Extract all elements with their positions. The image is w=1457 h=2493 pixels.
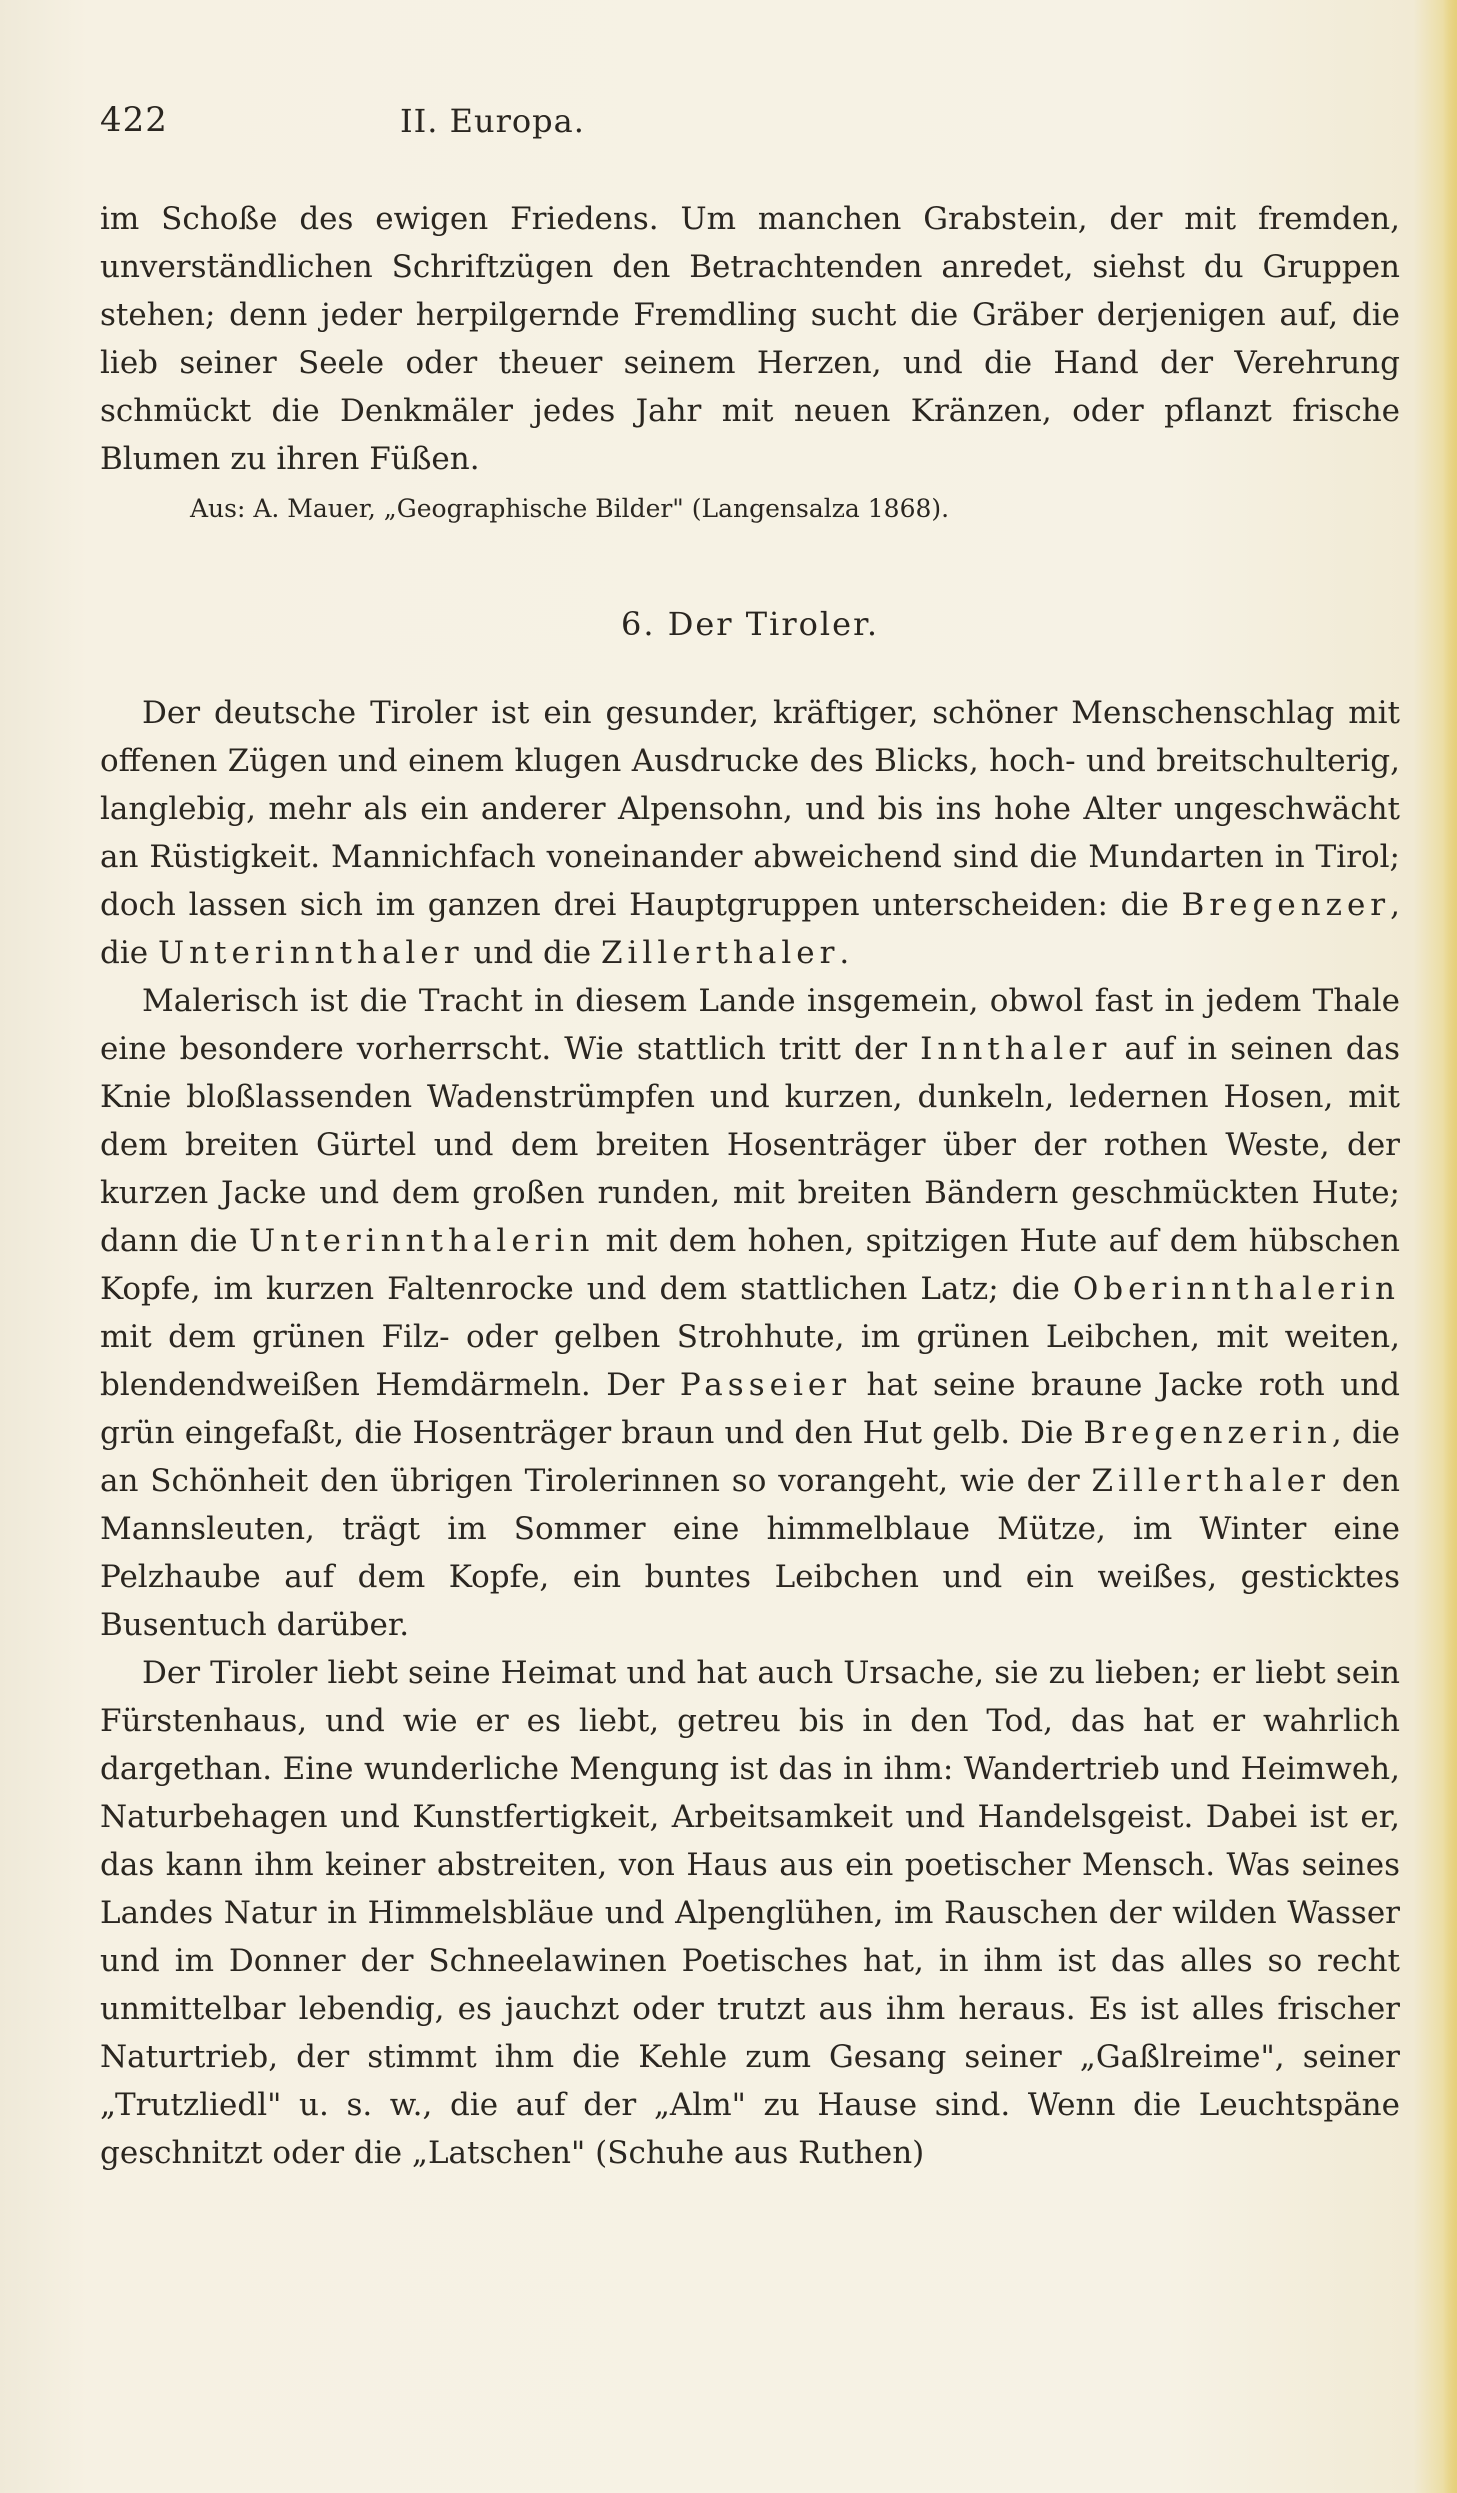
p1-term-unterinnthaler: Unterinnthaler bbox=[157, 935, 464, 971]
p2-term-oberinnthalerin: Oberinnthalerin bbox=[1072, 1271, 1400, 1307]
p1-text: und die bbox=[463, 935, 601, 971]
p2-term-passeier: Passeier bbox=[679, 1367, 852, 1403]
p1-text: , die bbox=[100, 887, 1400, 971]
p2-term-unterinnthalerin: Unterinnthalerin bbox=[248, 1223, 595, 1259]
paragraph-2 bbox=[100, 977, 1400, 1649]
p2-term-bregenzerin: Bregenzerin bbox=[1083, 1415, 1332, 1451]
paragraph-3: Der Tiroler liebt seine Heimat und hat auch Ursache, sie zu lieben; er liebt sein Fürstenhaus, und wie er es liebt, getreu bis in den Tod, das hat er wahrlich dargethan. Eine wunderliche Mengung ist das in ihm: Wandertrieb und Heimweh, Naturbehagen und Kunstfertigkeit, Arbeitsamkeit und Handelsgeist. Dabei ist er, das kann ihm keiner abstreiten, von Haus aus ein poetischer Mensch. Was seines Landes Natur in Himmelsbläue und Alpenglühen, im Rauschen der wilden Wasser und im Donner der Schneelawinen Poetisches hat, in ihm ist das alles so recht unmittelbar lebendig, es jauchzt oder trutzt aus ihm heraus. Es ist alles frischer Naturtrieb, der stimmt ihm die Kehle zum Gesang seiner „Gaßlreime", seiner „Trutzliedl" u. s. w., die auf der „Alm" zu Hause sind. Wenn die Leuchtspäne geschnitzt oder die „Latschen" (Schuhe aus Ruthen) bbox=[100, 1655, 1400, 2171]
page-edge bbox=[1443, 0, 1457, 2493]
text-block bbox=[100, 195, 1400, 2177]
p2-term-innthaler: Innthaler bbox=[920, 1031, 1112, 1067]
p2-text: Malerisch ist die Tracht in diesem Lande insgemein, obwol fast in jedem Thale eine besondere vorherrscht. Wie stattlich tritt der bbox=[100, 983, 1400, 1067]
p1-term-zillerthaler: Zillerthaler bbox=[600, 935, 840, 971]
source-citation: Aus: A. Mauer, „Geographische Bilder" (Langensalza 1868). bbox=[190, 494, 950, 523]
p2-term-zillerthaler: Zillerthaler bbox=[1091, 1463, 1330, 1499]
running-head: II. Europa. bbox=[400, 102, 585, 140]
p2-text: auf in seinen das Knie bloßlassenden Wadenstrümpfen und kurzen, dunkeln, ledernen Hosen, mit dem breiten Gürtel und dem breiten Hosenträger über der rothen Weste, der kurzen Jacke und dem großen runden, mit breiten Bändern geschmückten Hute; dann die bbox=[100, 1031, 1400, 1259]
page-header bbox=[100, 100, 1400, 150]
intro-paragraph: im Schoße des ewigen Friedens. Um manchen Grabstein, der mit fremden, unverständlichen Schriftzügen den Betrachtenden anredet, siehst du Gruppen stehen; denn jeder herpilgernde Fremdling sucht die Gräber derjenigen auf, die lieb seiner Seele oder theuer seinem Herzen, und die Hand der Verehrung schmückt die Denkmäler jedes Jahr mit neuen Kränzen, oder pflanzt frische Blumen zu ihren Füßen. bbox=[100, 201, 1400, 477]
p2-text: den Mannsleuten, trägt im Sommer eine himmelblaue Mütze, im Winter eine Pelzhaube auf dem Kopfe, ein buntes Leibchen und ein weißes, gesticktes Busentuch darüber. bbox=[100, 1463, 1400, 1643]
p2-text: hat seine braune Jacke roth und grün eingefaßt, die Hosenträger braun und den Hut gelb. Die bbox=[100, 1367, 1401, 1451]
p1-term-bregenzer: Bregenzer bbox=[1181, 887, 1391, 923]
page-number: 422 bbox=[100, 100, 168, 140]
p2-text: , die an Schönheit den übrigen Tirolerinnen so vorangeht, wie der bbox=[100, 1415, 1400, 1499]
paragraph-1 bbox=[100, 689, 1400, 977]
section-title: 6. Der Tiroler. bbox=[620, 605, 880, 643]
p2-text: mit dem hohen, spitzigen Hute auf dem hübschen Kopfe, im kurzen Faltenrocke und dem stattlichen Latz; die bbox=[100, 1223, 1400, 1307]
p1-text: . bbox=[839, 935, 850, 971]
p2-text: mit dem grünen Filz- oder gelben Strohhute, im grünen Leibchen, mit weiten, blendendweißen Hemdärmeln. Der bbox=[100, 1319, 1400, 1403]
p1-text: Der deutsche Tiroler ist ein gesunder, kräftiger, schöner Menschenschlag mit offenen Zügen und einem klugen Ausdrucke des Blicks, hoch- und breitschulterig, langlebig, mehr als ein anderer Alpensohn, und bis ins hohe Alter ungeschwächt an Rüstigkeit. Mannichfach voneinander abweichend sind die Mundarten in Tirol; doch lassen sich im ganzen drei Hauptgruppen unterscheiden: die bbox=[100, 695, 1400, 923]
